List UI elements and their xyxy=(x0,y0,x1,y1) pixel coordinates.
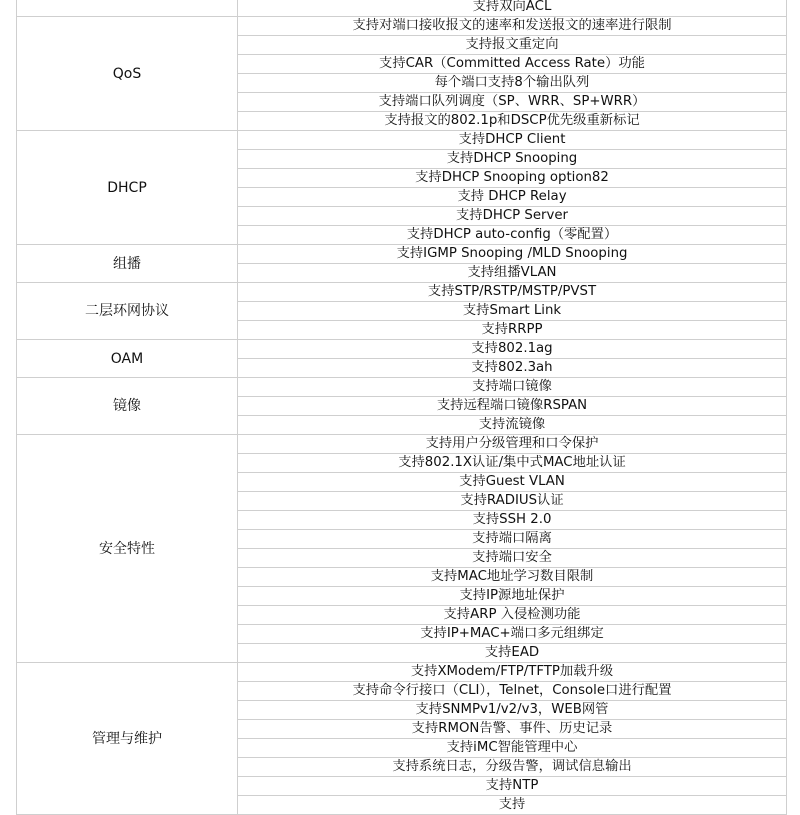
feature-cell: 支持远程端口镜像RSPAN xyxy=(238,397,787,416)
category-cell: 管理与维护 xyxy=(17,663,238,815)
table-row xyxy=(17,17,787,36)
feature-cell: 支持流镜像 xyxy=(238,416,787,435)
feature-cell: 支持CAR（Committed Access Rate）功能 xyxy=(238,55,787,74)
feature-cell: 支持组播VLAN xyxy=(238,264,787,283)
feature-cell: 支持DHCP Client xyxy=(238,131,787,150)
category-cell: DHCP xyxy=(17,131,238,245)
feature-cell: 支持双向ACL xyxy=(238,0,787,17)
feature-cell: 支持802.1X认证/集中式MAC地址认证 xyxy=(238,454,787,473)
feature-cell: 支持RADIUS认证 xyxy=(238,492,787,511)
feature-cell: 支持MAC地址学习数目限制 xyxy=(238,568,787,587)
feature-cell: 支持802.1ag xyxy=(238,340,787,359)
feature-cell: 支持系统日志，分级告警，调试信息输出 xyxy=(238,758,787,777)
spec-table-body xyxy=(17,0,787,815)
feature-cell: 支持对端口接收报文的速率和发送报文的速率进行限制 xyxy=(238,17,787,36)
feature-cell: 支持ARP 入侵检测功能 xyxy=(238,606,787,625)
table-row xyxy=(17,245,787,264)
feature-cell: 支持STP/RSTP/MSTP/PVST xyxy=(238,283,787,302)
table-row xyxy=(17,0,787,17)
feature-cell: 支持IP源地址保护 xyxy=(238,587,787,606)
feature-cell: 支持报文重定向 xyxy=(238,36,787,55)
feature-cell: 支持 DHCP Relay xyxy=(238,188,787,207)
feature-cell: 支持用户分级管理和口令保护 xyxy=(238,435,787,454)
category-cell: OAM xyxy=(17,340,238,378)
feature-cell: 支持EAD xyxy=(238,644,787,663)
table-row xyxy=(17,283,787,302)
feature-cell: 支持NTP xyxy=(238,777,787,796)
feature-cell: 支持DHCP Server xyxy=(238,207,787,226)
feature-cell: 支持iMC智能管理中心 xyxy=(238,739,787,758)
feature-cell: 支持XModem/FTP/TFTP加载升级 xyxy=(238,663,787,682)
feature-cell: 支持端口镜像 xyxy=(238,378,787,397)
feature-cell: 支持IGMP Snooping /MLD Snooping xyxy=(238,245,787,264)
feature-cell: 支持 xyxy=(238,796,787,815)
category-cell: 二层环网协议 xyxy=(17,283,238,340)
feature-cell: 支持报文的802.1p和DSCP优先级重新标记 xyxy=(238,112,787,131)
feature-cell: 支持DHCP Snooping xyxy=(238,150,787,169)
category-cell: 组播 xyxy=(17,245,238,283)
table-row xyxy=(17,435,787,454)
category-cell xyxy=(17,0,238,17)
feature-cell: 支持RRPP xyxy=(238,321,787,340)
feature-cell: 每个端口支持8个输出队列 xyxy=(238,74,787,93)
table-row xyxy=(17,663,787,682)
feature-cell: 支持Guest VLAN xyxy=(238,473,787,492)
category-cell: QoS xyxy=(17,17,238,131)
feature-cell: 支持端口安全 xyxy=(238,549,787,568)
feature-cell: 支持DHCP Snooping option82 xyxy=(238,169,787,188)
feature-cell: 支持端口隔离 xyxy=(238,530,787,549)
feature-cell: 支持命令行接口（CLI），Telnet，Console口进行配置 xyxy=(238,682,787,701)
feature-cell: 支持Smart Link xyxy=(238,302,787,321)
table-row xyxy=(17,340,787,359)
feature-spec-table xyxy=(16,0,787,815)
table-row xyxy=(17,378,787,397)
feature-cell: 支持IP+MAC+端口多元组绑定 xyxy=(238,625,787,644)
category-cell: 镜像 xyxy=(17,378,238,435)
feature-cell: 支持SNMPv1/v2/v3，WEB网管 xyxy=(238,701,787,720)
feature-cell: 支持RMON告警、事件、历史记录 xyxy=(238,720,787,739)
feature-cell: 支持端口队列调度（SP、WRR、SP+WRR） xyxy=(238,93,787,112)
feature-cell: 支持802.3ah xyxy=(238,359,787,378)
feature-cell: 支持SSH 2.0 xyxy=(238,511,787,530)
category-cell: 安全特性 xyxy=(17,435,238,663)
feature-cell: 支持DHCP auto-config（零配置） xyxy=(238,226,787,245)
table-row xyxy=(17,131,787,150)
